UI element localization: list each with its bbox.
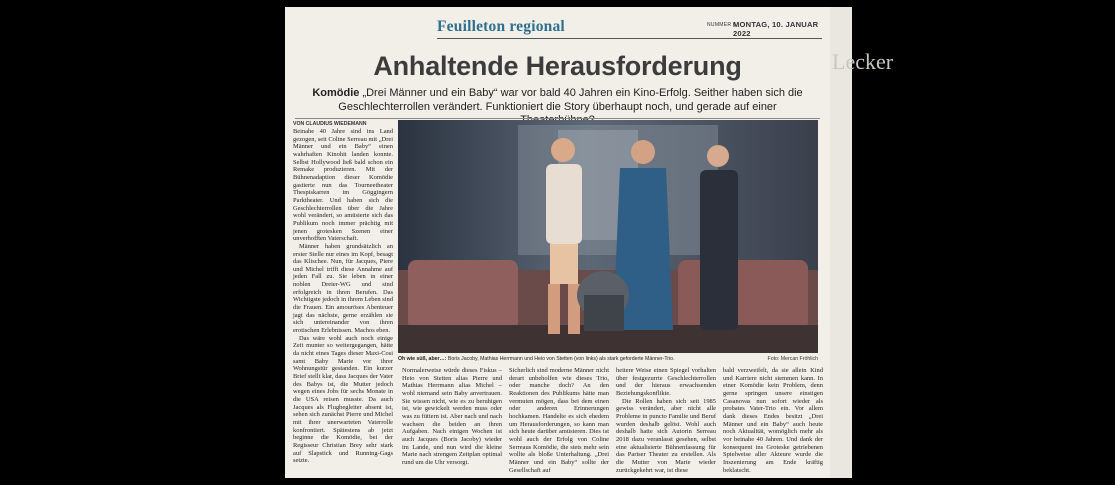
dek-text: „Drei Männer und ein Baby“ war vor bald 40 Jahren ein Kino-Erfolg. Seither haben sich die Geschlechterrollen verändert. Funktioniert die Story überhaupt noch, und gerade auf einer [338,87,803,113]
photo-caption [398,356,818,362]
masthead-rule [437,38,822,39]
article-column-3 [509,367,609,475]
paragraph: Männer haben grundsätzlich an erster Stelle nur eines im Kopf, besagt das Klischee. Nun, für Jacques, Piere und Michel trifft diese Annahme auf jeden Fall zu. Sie leben in einer noblen Dreier-WG und sind erfolgreich in ihren Berufen. Das Wichtigste jedoch in ihrem Leben sind die Frauen. Ein amouröses Abenteuer jagt das nächste, gerne erzählen sie sich untereinander von ihren erotischen Erlebnissen. Machos eben. [293,242,393,335]
paragraph: Die Rollen haben sich seit 1985 gewiss verändert, aber nicht alle Probleme in puncto Familie und Beruf wurden deshalb gelöst. Wohl auch deshalb hatte sich Autorin Serreau 2018 dazu veranlasst gesehen, selbst eine aktualisierte Bühnenfassung für das Pariser Theater zu erstellen. Als die Mutter von Marie wieder zurückgekehrt war, ist diese [616,397,716,474]
dek-kicker: Komödie [312,87,360,99]
section-title: Feuilleton regional [437,18,565,35]
paragraph: Beinahe 40 Jahre sind ins Land gezogen, seit Coline Serreau mit „Drei Männer und ein Baby“ einen wahrhaften Kinohit landen konnte. Selbst Hollywood ließ bald schon ein Remake produzieren. Mit der Bühnenadaption dieser Komödie gastierte nun das Tourneetheater Thespiskarren im Göggingern Parktheater. Und haben sich die Geschlechterrollen über die Jahre wohl verändert, so amüsierte sich das Publikum noch immer prächtig mit jenen grotesken Szenen einer unverhofften Vaterschaft. [293,128,393,243]
issue-date: MONTAG, 10. JANUAR 2022 [733,20,819,38]
caption-lead: Oh wie süß, aber…: [398,356,447,362]
paragraph: bald verzweifelt, da sie allein Kind und Karriere nicht stemmen kann. In einer Komödie kein Problem, denn gerne springen unsere einstigen Casanovas nun sofort wieder als probates Vater-Trio ein. Vor allem dank dieses Endes besitzt „Drei Männer und ein Baby“ auch heute noch Aktualität, womöglich mehr als vor beinahe 40 Jahren. Und dank der konsequent ins Groteske getriebenen Spielweise aller Akteure wurde die Inszenierung am Ende kräftig beklatscht. [723,367,823,474]
stage-photo-illustration [398,120,818,353]
byline: VON CLAUDIUS WIEDEMANN [293,121,367,127]
newspaper-page [285,7,830,478]
masthead [285,7,830,41]
paragraph: heitere Weise einen Spiegel vorhalten über festgezurrte Geschlechterrollen und der hieraus erwachsenden Beziehungskonflikte. [616,367,716,397]
caption-text: Boris Jacoby, Mathias Herrmann und Heio von Stetten (von links) als stark geforderte Männer-Trio. [447,356,675,362]
adjacent-page-text: Lecker [832,49,894,74]
article-column-2 [402,367,502,475]
issue-number: NUMMER 6 [707,22,737,28]
dek-rule [295,118,820,119]
adjacent-page-strip [830,7,894,478]
article-photo [398,120,818,353]
article-column-1 [293,128,393,474]
paragraph: Das wäre wohl auch noch einige Zeit munter so weitergegangen, hätte da nicht eines Tages dieser Maxi-Cosi samt Baby Marie vor ihrer Wohnungstür gestanden. Ein kurzer Brief stellt klar, dass Jacques der Vater des Babys ist, die Mutter jedoch wegen eines Jobs für sechs Monate in die USA reisen musste. Da auch Jacques als Flugbegleiter absent ist, sehen sich zunächst Pierre und Michel mit ihrer unerwarteten Vaterrolle konfrontiert. Spätestens ab jetzt beginne die Komödie, bei der Regisseur Christian Brey sehr stark auf Slapstick und Running-Gags setzte. [293,334,393,465]
photo-credit: Foto: Mercan Fröhlich [767,356,818,362]
article-column-4 [616,367,716,475]
article-column-5 [723,367,823,475]
headline: Anhaltende Herausforderung [373,51,742,81]
paragraph: Normalerweise würde dieses Fiskus – Heio von Stetten alias Pierre und Mathias Herrmann alias Michel – wohl niemand sein Baby anvertrauen. Sie wissen nicht, wie es zu beruhigen ist, wie gewickelt werden muss oder was zu füttern ist. Aber nach und nach wachsen die beiden an ihren Aufgaben. Nach einigen Wochen ist auch Jacques (Boris Jacoby) wieder im Lande, und nun wird die kleine Marie nach strengem Zeitplan optimal rund um die Uhr versorgt. [402,367,502,466]
paragraph: Sicherlich sind moderne Männer nicht derart unbeholfen wie dieses Trio, oder manche doch? An den Reaktionen des Publikums hätte man vermuten mögen, dass bei dem einen oder anderen Erinnerungen hochkamen. Handelte es sich ehedem um Herausforderungen, so kann man sich heute darüber amüsieren. Dies ist wohl auch der Erfolg von Coline Serreaus Komödie, die stets mehr sein wollte als bloße Unterhaltung. „Drei Männer und ein Baby“ sollte der Gesellschaft auf [509,367,609,474]
